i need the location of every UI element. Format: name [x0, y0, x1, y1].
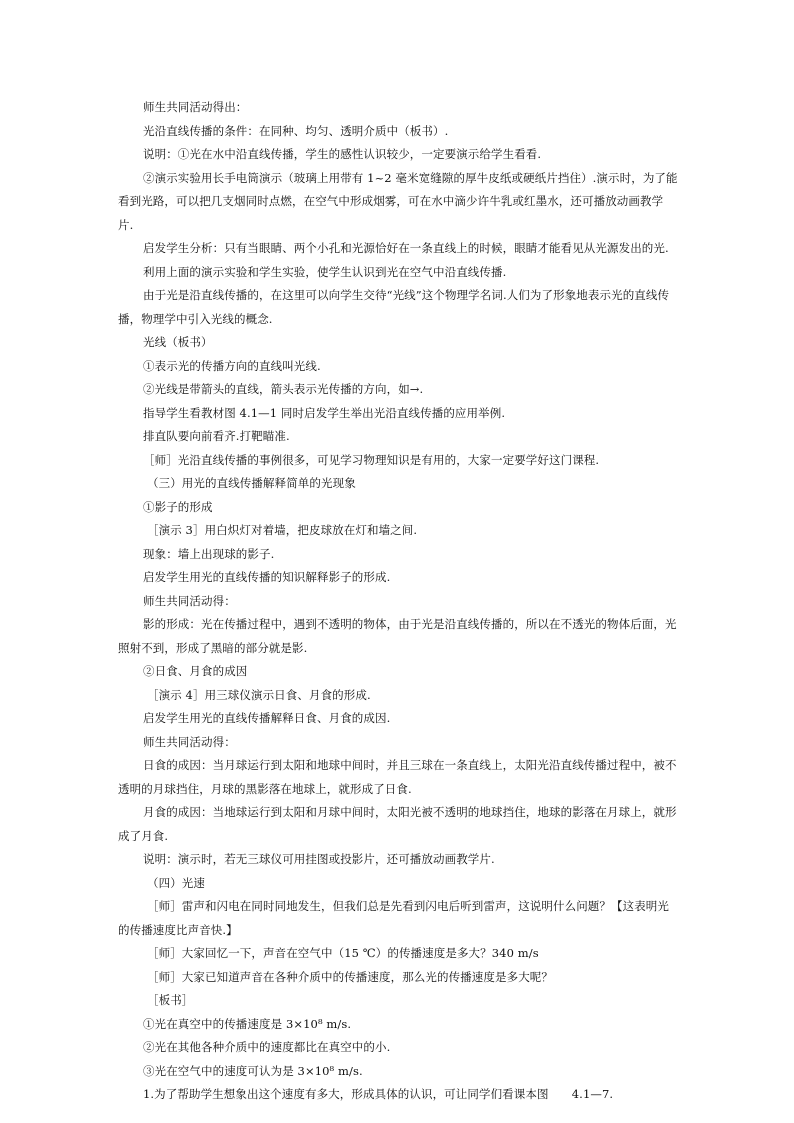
- paragraph: 启发学生用光的直线传播的知识解释影子的形成.: [143, 570, 391, 584]
- paragraph: ②光线是带箭头的直线，箭头表示光传播的方向，如→.: [143, 382, 424, 396]
- section-heading: （三）用光的直线传播解释简单的光现象: [147, 476, 356, 490]
- paragraph: 师生共同活动得：: [143, 734, 236, 749]
- paragraph: 说明：①光在水中沿直线传播，学生的感性认识较少，一定要演示给学生看看.: [143, 147, 542, 161]
- paragraph: ［师］雷声和闪电在同时同地发生，但我们总是先看到闪电后听到雷声，这说明什么问题？【这表明光的传播速度比声音快.】: [118, 899, 669, 937]
- paragraph: ［板书］: [147, 993, 194, 1007]
- paragraph: 说明：演示时，若无三球仪可用挂图或投影片，还可播放动画教学片.: [143, 852, 495, 866]
- paragraph: 日食的成因：当月球运行到太阳和地球中间时，并且三球在一条直线上，太阳光沿直线传播过程中，被不透明的月球挡住，月球的黑影落在地球上，就形成了日食.: [118, 758, 677, 796]
- paragraph: 由于光是沿直线传播的，在这里可以向学生交待“光线”这个物理学名词.人们为了形象地表示光的直线传播，物理学中引入光线的概念.: [118, 288, 670, 326]
- paragraph: 月食的成因：当地球运行到太阳和月球中间时，太阳光被不透明的地球挡住，地球的影落在月球上，就形成了月食.: [118, 805, 677, 843]
- paragraph: 师生共同活动得出：: [143, 100, 248, 114]
- paragraph: ①影子的形成: [143, 499, 213, 514]
- paragraph: ［演示 4］用三球仪演示日食、月食的形成.: [147, 687, 371, 702]
- paragraph: ①表示光的传播方向的直线叫光线.: [143, 358, 321, 373]
- document-body: [118, 96, 678, 1107]
- paragraph: 1.为了帮助学生想象出这个速度有多大，形成具体的认识，可让同学们看课本图 4.1—7.: [143, 1087, 614, 1101]
- paragraph: 启发学生用光的直线传播解释日食、月食的成因.: [143, 711, 391, 725]
- paragraph: 影的形成：光在传播过程中，遇到不透明的物体，由于光是沿直线传播的，所以在不透光的物体后面，光照射不到，形成了黑暗的部分就是影.: [118, 617, 677, 655]
- paragraph: 光沿直线传播的条件：在同种、均匀、透明介质中（板书）.: [143, 123, 449, 138]
- paragraph: 启发学生分析：只有当眼睛、两个小孔和光源恰好在一条直线上的时候，眼睛才能看见从光源发出的光.: [143, 241, 669, 255]
- paragraph: ②光在其他各种介质中的速度都比在真空中的小.: [143, 1040, 391, 1054]
- paragraph: 指导学生看教材图 4.1—1 同时启发学生举出光沿直线传播的应用举例.: [143, 405, 506, 420]
- paragraph: 师生共同活动得：: [143, 593, 236, 608]
- paragraph: 现象：墙上出现球的影子.: [143, 546, 275, 561]
- paragraph: ［师］光沿直线传播的事例很多，可见学习物理知识是有用的，大家一定要学好这门课程.: [143, 452, 600, 467]
- paragraph: ①光在真空中的传播速度是 3×10⁸ m/s.: [143, 1016, 352, 1031]
- section-heading: （四）光速: [147, 875, 205, 890]
- paragraph: ③光在空气中的速度可认为是 3×10⁸ m/s.: [143, 1063, 363, 1078]
- paragraph: ［师］大家已知道声音在各种介质中的传播速度，那么光的传播速度是多大呢？: [147, 969, 553, 984]
- paragraph: 利用上面的演示实验和学生实验，使学生认识到光在空气中沿直线传播.: [143, 264, 507, 279]
- paragraph: 排直队要向前看齐.打靶瞄准.: [143, 429, 290, 443]
- paragraph: ［师］大家回忆一下，声音在空气中（15 ℃）的传播速度是多大？340 m/s: [147, 946, 539, 960]
- paragraph: ②演示实验用长手电筒演示（玻璃上用带有 1~2 毫米宽缝隙的厚牛皮纸或硬纸片挡住）.演示时，为了能看到光路，可以把几支烟同时点燃，在空气中形成烟雾，可在水中滴少许牛乳或红墨水，还可播放动画教学片.: [118, 170, 678, 232]
- paragraph: ［演示 3］用白炽灯对着墙，把皮球放在灯和墙之间.: [147, 523, 418, 537]
- paragraph: ②日食、月食的成因: [143, 664, 248, 678]
- paragraph: 光线（板书）: [143, 335, 213, 349]
